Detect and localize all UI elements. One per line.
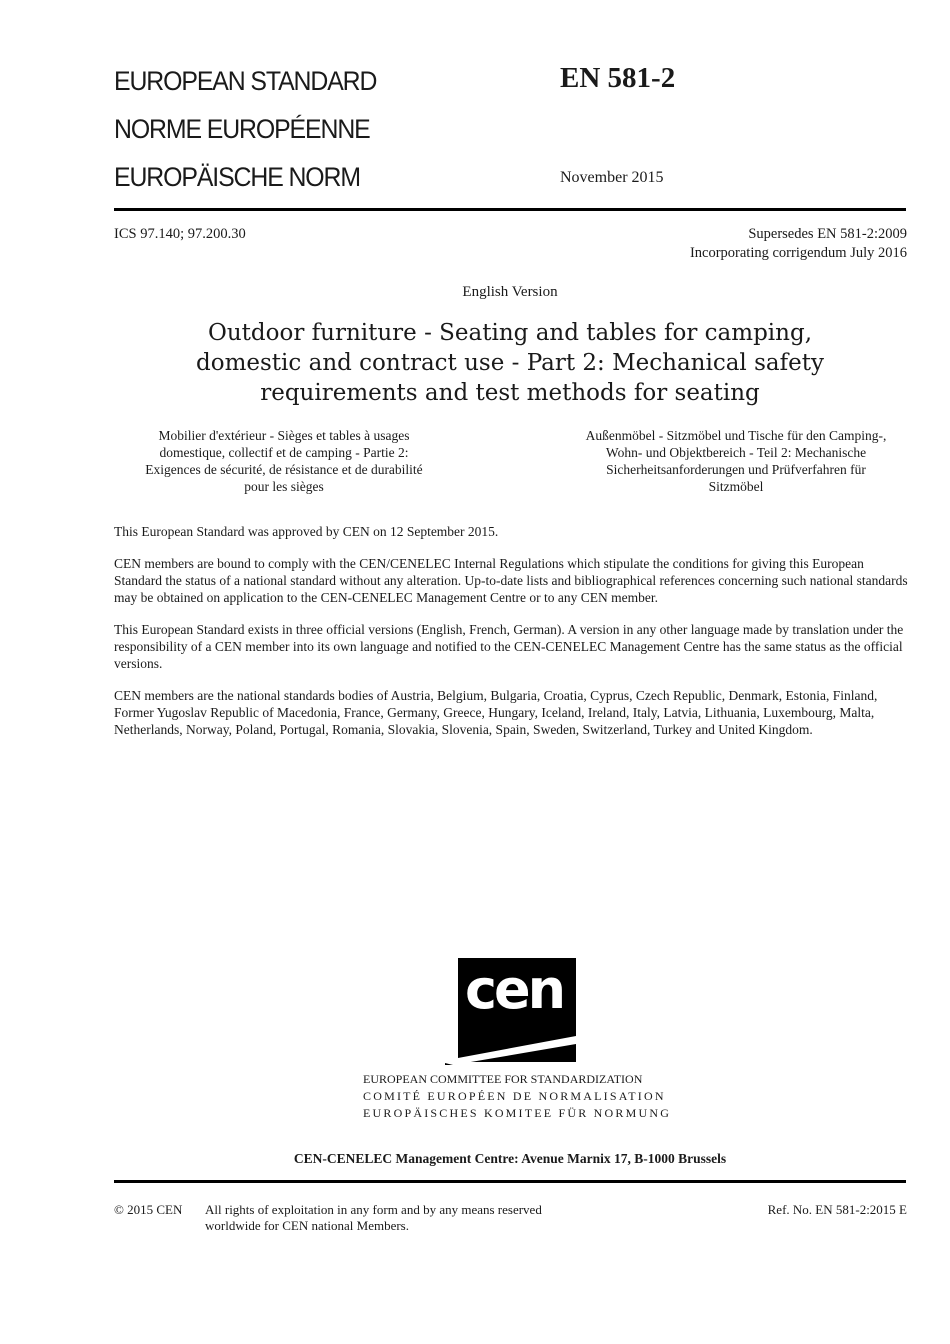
versions-paragraph: This European Standard exists in three official versions (English, French, German). A version in any other language made by translation under the responsibility of a CEN member into its own language and notified to the CEN-CENELEC Management Centre has the same status as the official versions. [114, 622, 904, 671]
publication-date: November 2015 [560, 169, 664, 186]
committee-names [363, 1071, 671, 1122]
rights-line: worldwide for CEN national Members. [205, 1218, 409, 1233]
language-version: English Version [462, 284, 558, 300]
management-centre-address: CEN-CENELEC Management Centre: Avenue Marnix 17, B-1000 Brussels [293, 1151, 727, 1166]
main-title-line: Outdoor furniture - Seating and tables for camping, [207, 320, 813, 346]
german-title-line: Außenmöbel - Sitzmöbel und Tische für den Camping-, [585, 428, 887, 443]
german-title-line: Sitzmöbel [708, 479, 764, 494]
title-french: NORME EUROPÉENNE [114, 114, 370, 144]
french-title-line: pour les sièges [244, 479, 324, 494]
header-divider [114, 208, 906, 211]
members-bound-paragraph: CEN members are bound to comply with the CEN/CENELEC Internal Regulations which stipulate the conditions for giving this European Standard the status of a national standard without any alteration. Up-to-date lists and bibliographical references concerning such national standards may be obtained on application to the CEN-CENELEC Management Centre or to any CEN member. [114, 556, 908, 605]
french-title-line: Exigences de sécurité, de résistance et de durabilité [145, 462, 423, 477]
document-number: EN 581-2 [560, 62, 676, 94]
title-english: EUROPEAN STANDARD [114, 66, 377, 96]
committee-german: EUROPÄISCHES KOMITEE FÜR NORMUNG [363, 1106, 672, 1120]
supersedes-text: Supersedes EN 581-2:2009 [748, 226, 907, 242]
cen-logo-icon [445, 958, 577, 1065]
french-title-line: domestique, collectif et de camping - Partie 2: [159, 445, 409, 460]
members-list-paragraph: CEN members are the national standards bodies of Austria, Belgium, Bulgaria, Croatia, Cyprus, Czech Republic, Denmark, Estonia, Finland, Former Yugoslav Republic of Macedonia, France, Germany, Greece, Hungary, Iceland, Ireland, Italy, Latvia, Lithuania, Luxembourg, Malta, Netherlands, Norway, Poland, Portugal, Romania, Slovakia, Slovenia, Spain, Sweden, Switzerland, Turkey and United Kingdom. [114, 688, 878, 737]
committee-french: COMITÉ EUROPÉEN DE NORMALISATION [363, 1089, 666, 1103]
german-title-line: Wohn- und Objektbereich - Teil 2: Mechanische [605, 445, 867, 460]
french-title [114, 427, 454, 495]
copyright: © 2015 CEN [114, 1202, 183, 1217]
committee-english: EUROPEAN COMMITTEE FOR STANDARDIZATION [363, 1072, 643, 1086]
approval-paragraph: This European Standard was approved by CEN on 12 September 2015. [114, 524, 499, 539]
ics-codes: ICS 97.140; 97.200.30 [114, 226, 246, 242]
rights-notice [205, 1202, 625, 1234]
rights-line: All rights of exploitation in any form and by any means reserved [205, 1202, 542, 1217]
supersedes-note [560, 225, 907, 263]
main-title-line: domestic and contract use - Part 2: Mechanical safety [196, 350, 824, 376]
cen-logo-text: cen [464, 958, 564, 1021]
german-title [566, 427, 906, 495]
body-text [114, 523, 909, 753]
german-title-line: Sicherheitsanforderungen und Prüfverfahren für [606, 462, 866, 477]
french-title-line: Mobilier d'extérieur - Sièges et tables à usages [158, 428, 410, 443]
main-title [114, 318, 906, 408]
main-title-line: requirements and test methods for seating [260, 380, 760, 406]
footer-divider [114, 1180, 906, 1183]
corrigendum-text: Incorporating corrigendum July 2016 [689, 245, 907, 261]
reference-number: Ref. No. EN 581-2:2015 E [767, 1202, 907, 1217]
title-german: EUROPÄISCHE NORM [114, 162, 360, 192]
